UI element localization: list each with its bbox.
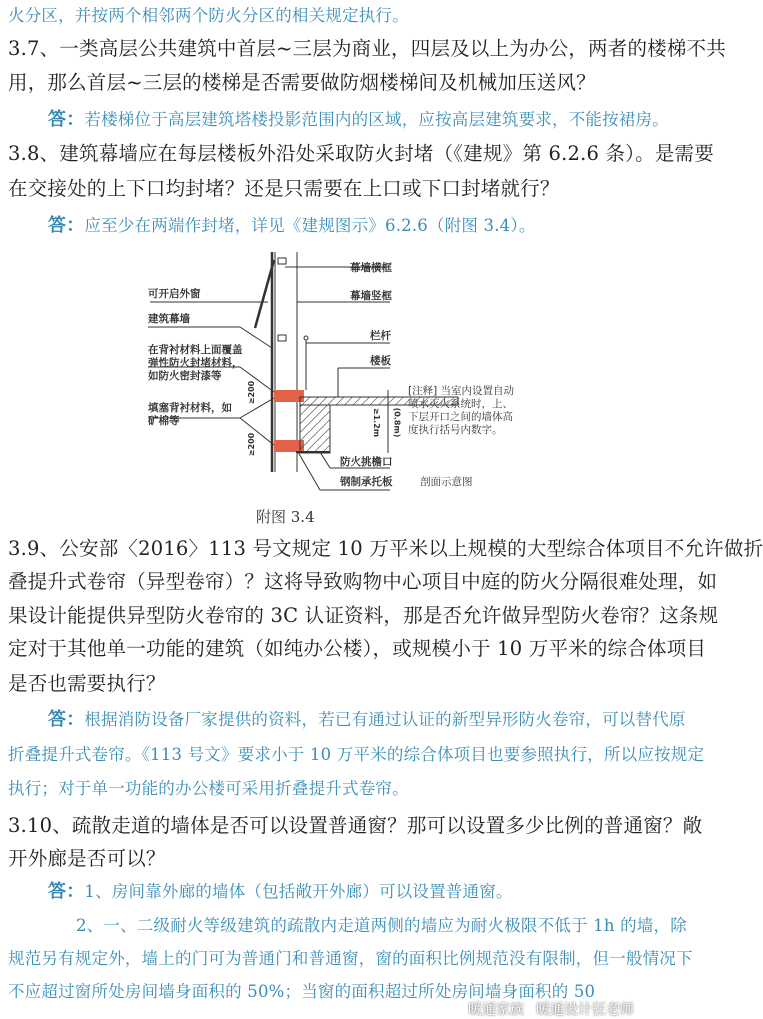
question-3-8-cont: 在交接处的上下口均封堵？还是只需要在上口或下口封堵就行？ [8, 177, 560, 200]
beam [300, 405, 330, 453]
dim-top: ≥200 [247, 380, 257, 405]
label-curtain-wall: 建筑幕墙 [148, 313, 190, 325]
label-slab: 楼板 [370, 355, 391, 367]
answer-3-10 [48, 882, 513, 902]
dim-bottom: ≥200 [247, 432, 257, 457]
question-3-9-cont: 定对于其他单一功能的建筑（如纯办公楼），或规模小于 10 万平米的综合体项目 [8, 637, 707, 660]
figure-fire-sealing-section [0, 240, 640, 500]
label-openable-window: 可开启外窗 [148, 288, 201, 300]
answer-3-9 [48, 710, 686, 730]
question-3-10-cont: 开外廊是否可以？ [8, 847, 166, 870]
label-railing: 栏杆 [370, 330, 391, 342]
question-3-8: 3.8、建筑幕墙应在每层楼板外沿处采取防火封堵（《建规》第 6.2.6 条）。是需要 [8, 142, 714, 165]
answer-3-10-cont: 规范另有规定外，墙上的门可为普通门和普通窗，窗的面积比例规范没有限制，但一般情况下 [8, 949, 693, 968]
question-3-7: 3.7、一类高层公共建筑中首层~三层为商业，四层及以上为办公，两者的楼梯不共 [8, 37, 726, 60]
answer-text: 若楼梯位于高层建筑塔楼投影范围内的区域，应按高层建筑要求，不能按裙房。 [84, 110, 669, 129]
answer-label: 答： [48, 881, 85, 902]
watermark-line1: 暖通家族 [468, 1002, 524, 1018]
watermark-line2: 暖通设计狂老师 [536, 1002, 634, 1018]
answer-3-9-cont: 折叠提升式卷帘。《113 号文》要求小于 10 万平米的综合体项目也要参照执行，所以应按规定 [8, 745, 705, 764]
answer-text: 应至少在两端作封堵，详见《建规图示》6.2.6（附图 3.4）。 [84, 216, 536, 235]
label-section: 剖面示意图 [420, 476, 473, 488]
answer-label: 答： [48, 109, 85, 130]
label-fire-cornice: 防火挑檐口 [340, 456, 393, 468]
answer-label: 答： [48, 709, 85, 730]
section-diagram [0, 240, 640, 500]
answer-3-9-cont: 执行；对于单一功能的办公楼可采用折叠提升式卷帘。 [8, 779, 409, 798]
label-transom: 幕墙横框 [350, 262, 392, 274]
answer-text: 1、房间靠外廊的墙体（包括敞开外廊）可以设置普通窗。 [84, 882, 513, 901]
transom-box [278, 258, 286, 264]
figure-caption: 附图 3.4 [256, 508, 315, 526]
question-3-9: 3.9、公安部〈2016〉113 号文规定 10 万平米以上规模的大型综合体项目不允许做折 [8, 537, 763, 560]
answer-text: 根据消防设备厂家提供的资料，若已有通过认证的新型异形防火卷帘，可以替代原 [84, 710, 686, 729]
question-3-9-cont: 果设计能提供异型防火卷帘的 3C 认证资料，那是否允许做异型防火卷帘？这条规 [8, 604, 719, 627]
question-3-9-cont: 叠提升式卷帘（异型卷帘）？这将导致购物中心项目中庭的防火分隔很难处理，如 [8, 570, 718, 593]
dim-height-alt: (0.8m) [392, 407, 402, 438]
label-mullion: 幕墙竖框 [350, 290, 392, 302]
railing-top [304, 336, 308, 340]
question-3-7-cont: 用，那么首层~三层的楼梯是否需要做防烟楼梯间及机械加压送风？ [8, 71, 596, 94]
dim-height: ≥1.2m [372, 407, 382, 438]
label-sealant: 在背衬材料上面覆盖 弹性防火封堵材料， 如防火密封漆等 [148, 344, 243, 382]
question-3-9-cont: 是否也需要执行？ [8, 672, 166, 695]
label-backing: 填塞背衬材料，如 矿棉等 [148, 402, 232, 427]
answer-3-10-cont: 2、一、二级耐火等级建筑的疏散内走道两侧的墙应为耐火极限不低于 1h 的墙，除 [76, 916, 687, 935]
label-steel-plate: 钢制承托板 [340, 476, 393, 488]
question-3-10: 3.10、疏散走道的墙体是否可以设置普通窗？那可以设置多少比例的普通窗？敞 [8, 814, 703, 837]
answer-3-8 [48, 216, 536, 236]
answer-label: 答： [48, 215, 85, 236]
answer-3-10-cont: 不应超过窗所处房间墙身面积的 50%；当窗的面积超过所处房间墙身面积的 50 [8, 982, 596, 1001]
label-note: [注释] 当室内设置自动 喷水灭火系统时，上、 下层开口之间的墙体高 度执行括号内数字。 [408, 385, 515, 436]
answer-3-7 [48, 110, 669, 130]
paragraph-line: 火分区，并按两个相邻两个防火分区的相关规定执行。 [8, 6, 409, 25]
transom-box [278, 335, 286, 341]
